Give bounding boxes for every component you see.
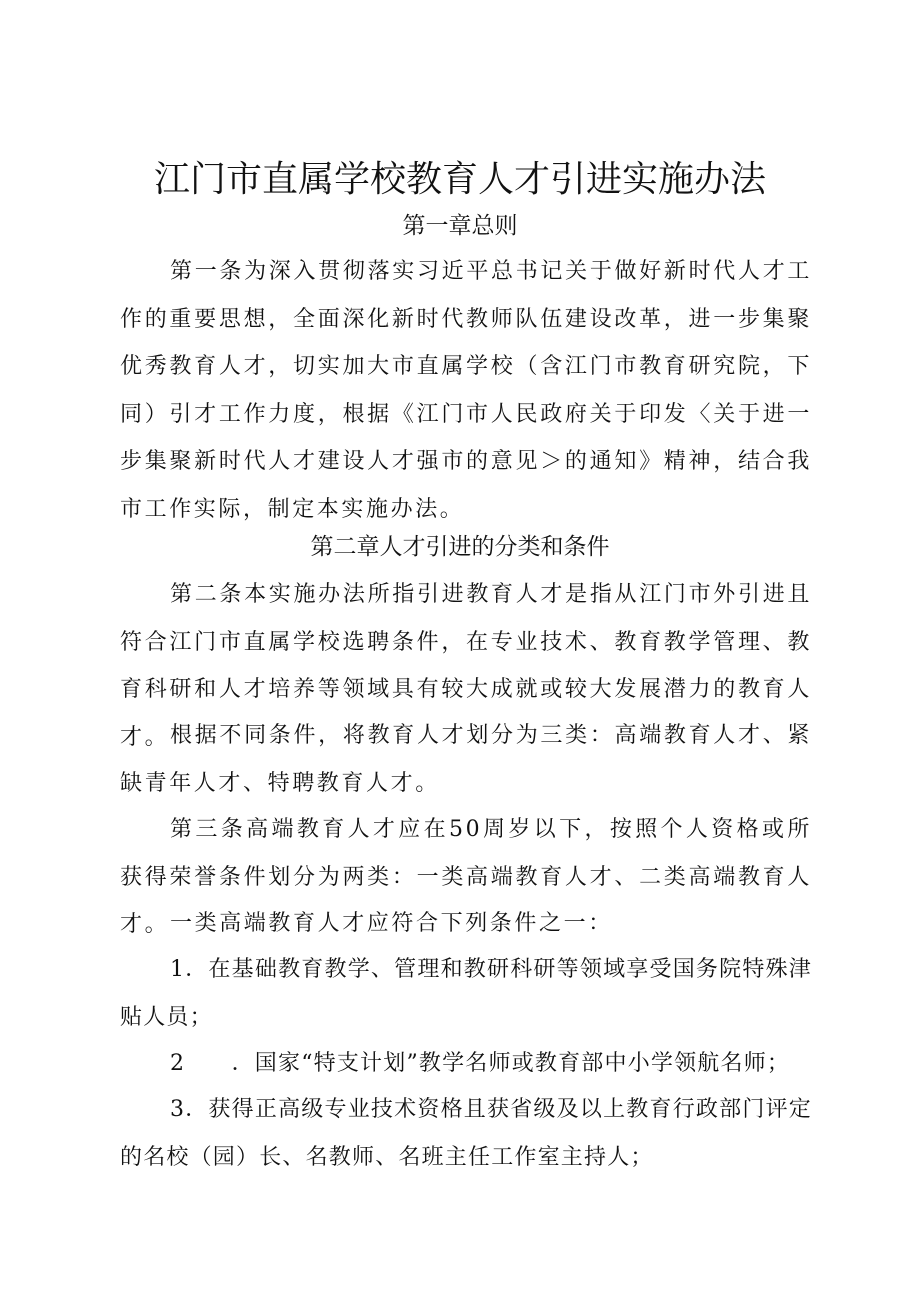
article-1-paragraph: 第一条为深入贯彻落实习近平总书记关于做好新时代人才工作的重要思想，全面深化新时代教师队伍建设改革，进一步集聚优秀教育人才，切实加大市直属学校（含江门市教育研究院，下同）引才工作力度，根据《江门市人民政府关于印发〈关于进一步集聚新时代人才建设人才强市的意见＞的通知》精神，结合我市工作实际，制定本实施办法。 [120,259,812,522]
condition-item-2: 2 ．国家“特支计划”教学名师或教育部中小学领航名师； [170,1051,791,1076]
article-3-paragraph: 第三条高端教育人才应在50周岁以下，按照个人资格或所获得荣誉条件划分为两类：一类高端教育人才、二类高端教育人才。 [120,817,812,938]
talent-classification-paragraph: 根据不同条件，将教育人才划分为三类：高端教育人才、紧缺青年人才、特聘教育人才。 [120,723,812,796]
chapter-2-heading: 第二章人才引进的分类和条件 [310,534,610,560]
article-2-paragraph: 第二条本实施办法所指引进教育人才是指从江门市外引进且符合江门市直属学校选聘条件，在专业技术、教育教学管理、教育科研和人才培养等领域具有较大成就或较大发展潜力的教育人才。 [120,582,812,750]
condition-item-1: 1．在基础教育教学、管理和教研科研等领域享受国务院特殊津贴人员； [120,957,812,1030]
document-title: 江门市直属学校教育人才引进实施办法 [153,159,766,200]
condition-item-3: 3．获得正高级专业技术资格且获省级及以上教育行政部门评定的名校（园）长、名教师、名班主任工作室主持人； [120,1097,812,1170]
chapter-1-heading: 第一章总则 [402,213,518,239]
first-class-conditions-intro: 一类高端教育人才应符合下列条件之一： [170,911,613,936]
